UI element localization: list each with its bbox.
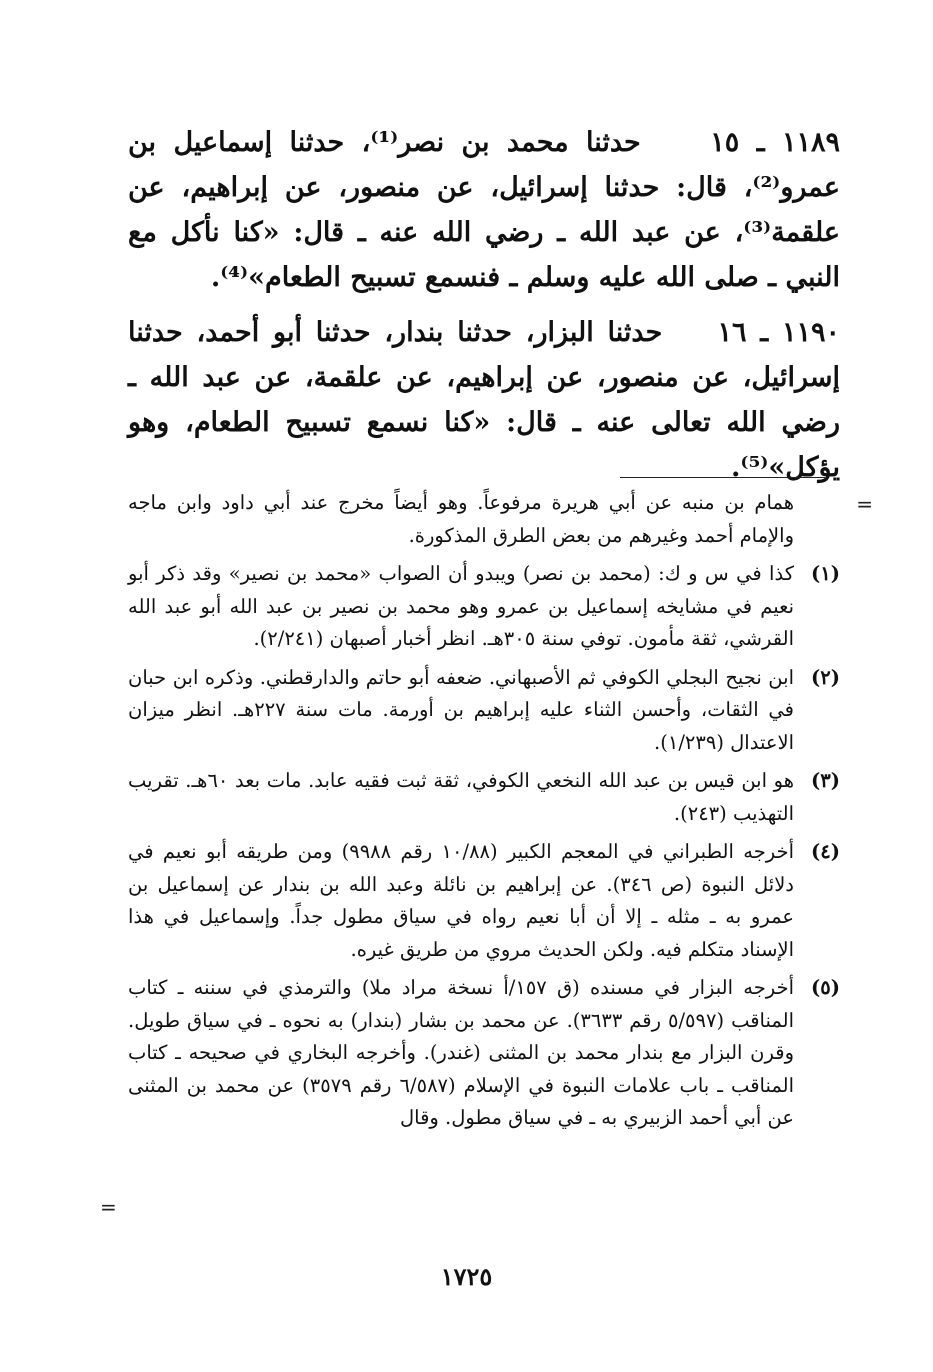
continuation-marker: = <box>856 492 873 516</box>
footnote-4 <box>128 836 840 966</box>
page-number: ١٧٢٥ <box>440 1262 493 1291</box>
hadith-text: حدثنا محمد بن نصر⁽¹⁾، حدثنا إسماعيل بن عمرو⁽²⁾، قال: حدثنا إسرائيل، عن منصور، عن إبراهيم، عن علقمة⁽³⁾، عن عبد الله ـ رضي الله عنه ـ قال: «كنا نأكل مع النبي ـ صلى الله عليه وسلم ـ فنسمع تسبيح الطعام»⁽⁴⁾. <box>128 127 840 293</box>
footnote-label: (١) <box>811 562 840 585</box>
footnote-label: (٢) <box>811 665 840 689</box>
footnote-text: ابن نجيح البجلي الكوفي ثم الأصبهاني. ضعفه أبو حاتم والدارقطني. وذكره ابن حبان في الثقات، وأحسن الثناء عليه إبراهيم بن أورمة. مات سنة ٢٢٧هـ. انظر ميزان الاعتدال (١/٢٣٩). <box>128 665 794 754</box>
footnote-label: (٤) <box>811 840 840 863</box>
footnote-separator <box>620 477 825 478</box>
hadith-number: ١١٩٠ ـ ١٦ <box>717 317 841 348</box>
footnote-text: أخرجه البزار في مسنده (ق ١٥٧/أ نسخة مراد ملا) والترمذي في سننه ـ كتاب المناقب (٥/٥٩٧ رقم ٣٦٣٣). عن محمد بن بشار (بندار) به نحوه ـ في سياق طويل. وقرن البزار مع بندار محمد بن المثنى (غندر). وأخرجه البخاري في صحيحه ـ كتاب المناقب ـ باب علامات النبوة في الإسلام (٦/٥٨٧ رقم ٣٥٧٩) عن محمد بن المثنى عن أبي أحمد الزبيري به ـ في سياق مطول. وقال <box>128 976 794 1129</box>
hadith-1189 <box>128 120 840 300</box>
footnotes <box>128 487 840 1141</box>
footnote-continuation: همام بن منبه عن أبي هريرة مرفوعاً. وهو أيضاً مخرج عند أبي داود وابن ماجه والإمام أحمد وغيرهم من بعض الطرق المذكورة. <box>128 491 794 547</box>
footnote-text: هو ابن قيس بن عبد الله النخعي الكوفي، ثقة ثبت فقيه عابد. مات بعد ٦٠هـ. تقريب التهذيب (٢٤٣). <box>128 769 794 825</box>
hadith-text: حدثنا البزار، حدثنا بندار، حدثنا أبو أحمد، حدثنا إسرائيل، عن منصور، عن إبراهيم، عن علقمة، عن عبد الله ـ رضي الله تعالى عنه ـ قال: «كنا نسمع تسبيح الطعام، وهو يؤكل»⁽⁵⁾. <box>128 317 840 483</box>
footnote-label: (٥) <box>811 976 840 999</box>
footnote-1 <box>128 558 840 656</box>
hadith-1190 <box>128 310 840 490</box>
footnote-label: (٣) <box>811 769 840 792</box>
footnote-2 <box>128 662 840 760</box>
footnote-end-marker: = <box>100 1195 117 1219</box>
footnote-3 <box>128 765 840 830</box>
footnote-text: أخرجه الطبراني في المعجم الكبير (١٠/٨٨ رقم ٩٩٨٨) ومن طريقه أبو نعيم في دلائل النبوة (ص ٣٤٦). عن إبراهيم بن نائلة وعبد الله بن بندار عن إسماعيل بن عمرو به ـ مثله ـ إلا أن أبا نعيم رواه في سياق مطول جداً. وإسماعيل في هذا الإسناد متكلم فيه. ولكن الحديث مروي من طريق غيره. <box>128 840 794 961</box>
footnote-5 <box>128 972 840 1135</box>
main-text <box>128 120 840 500</box>
hadith-number: ١١٨٩ ـ ١٥ <box>710 127 841 158</box>
footnote-text: كذا في س و ك: (محمد بن نصر) ويبدو أن الصواب «محمد بن نصير» وقد ذكر أبو نعيم في مشايخه إسماعيل بن عمرو وهو محمد بن نصير بن عبد الله أبو عبد الله القرشي، ثقة مأمون. توفي سنة ٣٠٥هـ. انظر أخبار أصبهان (٢/٢٤١). <box>128 562 794 650</box>
